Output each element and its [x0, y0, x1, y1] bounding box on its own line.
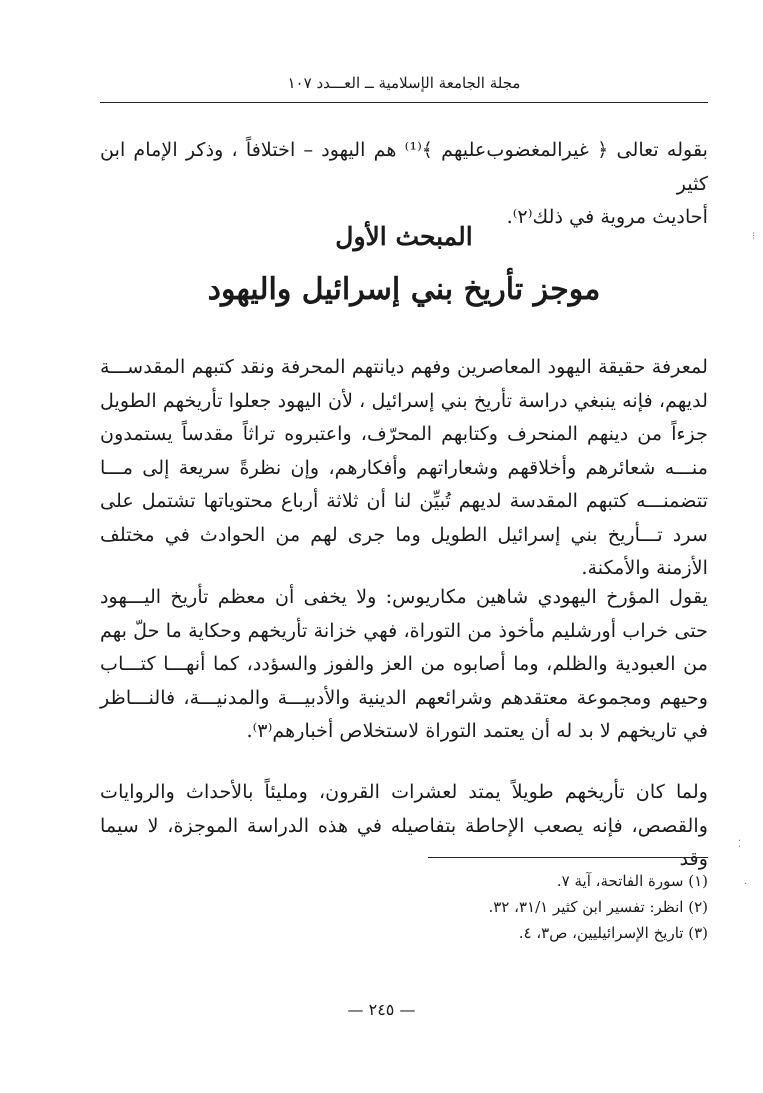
paragraph-text: ولما كان تأريخهم طويلاً يمتد لعشرات القرون، ومليئاً بالأحداث والروايات والقصص، فإنه يصعب الإحاطة بتفاصيله في هذه الدراسة الموجزة، لا سيما وقد [100, 780, 708, 870]
footnote-rule [428, 857, 708, 858]
section-title: المبحث الأول [335, 222, 473, 251]
paragraph-2 [100, 580, 708, 748]
paragraph-text: يقول المؤرخ اليهودي شاهين مكاريوس: ولا يخفى أن معظم تأريخ اليـــهود حتى خراب أورشليم مأخوذ من التوراة، فهي خزانة تأريخهم وحكاية ما حلّ بهم من العبودية والظلم، وما أصابوه من العز والفوز والسؤدد، كما أنهـــا كتـــاب وحيهم ومجموعة معتقدهم وشرائعهم الدينية والأدبيـــة والمدنيـــة، فالنـــاظر في تاريخهم لا بد له أن يعتمد التوراة لاستخلاص أخبارهم⁽٣⁾. [100, 585, 708, 742]
intro-line-2: أحاديث مروية في ذلك⁽٢⁾. [506, 205, 708, 228]
running-header: مجلة الجامعة الإسلامية ــ العـــدد ١٠٧ [287, 74, 521, 92]
scan-mark: · [744, 879, 748, 890]
intro-paragraph [100, 133, 708, 234]
footnote-2: (٢) انظر: تفسير ابن كثير ٣١/١، ٣٢. [488, 898, 708, 916]
scan-mark: ⁝ [752, 231, 756, 242]
scan-mark: ⁚ [738, 839, 742, 850]
footnote-3: (٣) تاريخ الإسرائيليين، ص٣، ٤. [518, 924, 708, 942]
section-subtitle: موجز تأريخ بني إسرائيل واليهود [207, 272, 601, 307]
header-rule [100, 102, 708, 103]
footnote-1: (١) سورة الفاتحة، آية ٧. [556, 872, 708, 890]
paragraph-3 [100, 775, 708, 876]
footnotes [300, 868, 708, 946]
page-number: — ٢٤٥ — [347, 1000, 416, 1019]
paragraph-text: لمعرفة حقيقة اليهود المعاصرين وفهم ديانتهم المحرفة ونقد كتبهم المقدســـة لديهم، فإنه ينبغي دراسة تأريخ بني إسرائيل ، لأن اليهود جعلوا تأريخهم الطويل جزءاً من دينهم المنحرف وكتابهم المحرّف، واعتبروه تراثاً مقدساً يستمدون منـــه شعائرهم وأخلاقهم وشعاراتهم وأفكارهم، وإن نظرةً سريعة إلى مـــا تتضمنـــه كتبهم المقدسة لديهم تُبيِّن لنا أن ثلاثة أرباع محتوياتها تشتمل على سرد تـــأريخ بني إسرائيل الطويل وما جرى لهم من الحوادث في مختلف الأزمنة والأمكنة. [100, 355, 708, 579]
paragraph-1 [100, 350, 708, 585]
intro-line-1: بقوله تعالى ﴿ غيرالمغضوب‌عليهم ﴾⁽¹⁾ هم اليهود – اختلافاً ، وذكر الإمام ابن كثير [100, 138, 708, 195]
